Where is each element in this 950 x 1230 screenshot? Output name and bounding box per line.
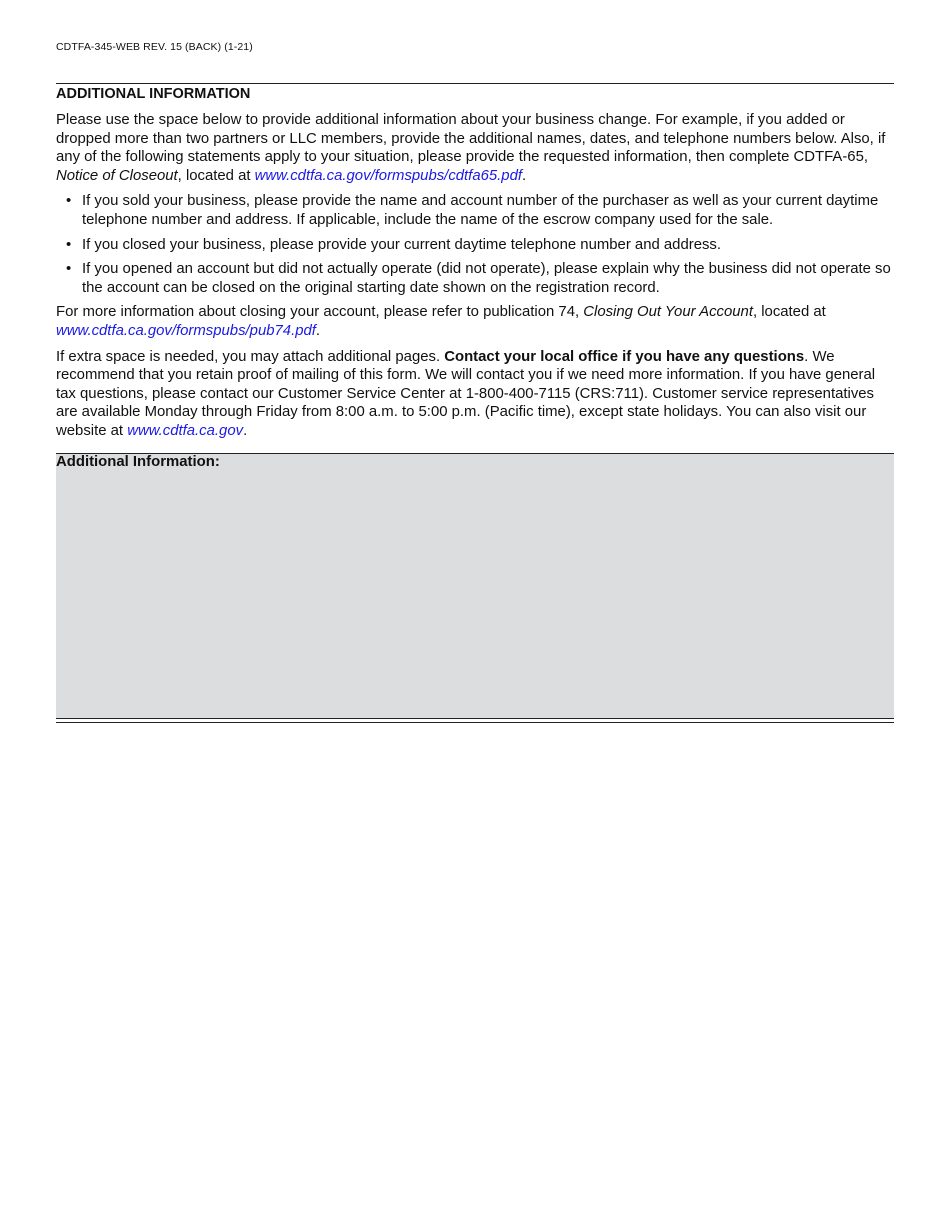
more-info-text-3: . [315,322,321,339]
more-info-paragraph [56,303,894,340]
extra-space-paragraph [56,348,894,441]
cdtfa65-link[interactable]: www.cdtfa.ca.gov/formspubs/cdtfa65.pdf [254,167,522,184]
publication-title: Closing Out Your Account [583,304,753,321]
extra-text-3: . [243,422,248,439]
list-item: • If you closed your business, please provide your current daytime telephone number and address. [56,236,894,255]
more-info-text-2: , located at [752,304,826,321]
intro-text-1: Please use the space below to provide additional information about your business change. For example, if you added or dropped more than two partners or LLC members, provide the additional names, dates, and telephone numbers below. Also, if any of the following statements apply to your situation, please provide the requested information, then complete CDTFA-65, [56,112,886,166]
extra-text-1: If extra space is needed, you may attach additional pages. [56,348,445,365]
intro-text-2: , located at [177,167,255,184]
intro-text-3: . [522,167,527,184]
website-link[interactable]: www.cdtfa.ca.gov [127,422,244,439]
contact-notice: Contact your local office if you have any questions [444,348,805,365]
form-id: CDTFA-345-WEB REV. 15 (BACK) (1-21) [56,41,253,53]
box-bottom-divider [56,718,894,723]
list-item: • If you opened an account but did not actually operate (did not operate), please explain why the business did not operate so the account can be closed on the original starting date shown on the registration record. [56,260,894,297]
pub74-link[interactable]: www.cdtfa.ca.gov/formspubs/pub74.pdf [56,322,316,339]
situation-list [56,192,894,297]
additional-information-box [56,453,894,718]
more-info-text-1: For more information about closing your account, please refer to publication 74, [56,304,584,321]
intro-paragraph [56,111,894,185]
list-item: • If you sold your business, please provide the name and account number of the purchaser as well as your current daytime telephone number and address. If applicable, include the name of the escrow company used for the sale. [56,192,894,229]
section-divider [56,83,894,84]
additional-information-field[interactable] [56,474,894,714]
intro-form-title: Notice of Closeout [56,167,178,184]
instructions-section [56,83,894,441]
section-title: ADDITIONAL INFORMATION [56,86,251,102]
extra-text-2: . We recommend that you retain proof of mailing of this form. We will contact you if we need more information. If you have general tax questions, please contact our Customer Service Center at 1-800-400-7115 (CRS:711). Customer service representatives are available Monday through Friday from 8:00 a.m. to 5:00 p.m. (Pacific time), except state holidays. You can also visit our website at [56,348,876,439]
additional-information-label: Additional Information: [56,454,220,470]
